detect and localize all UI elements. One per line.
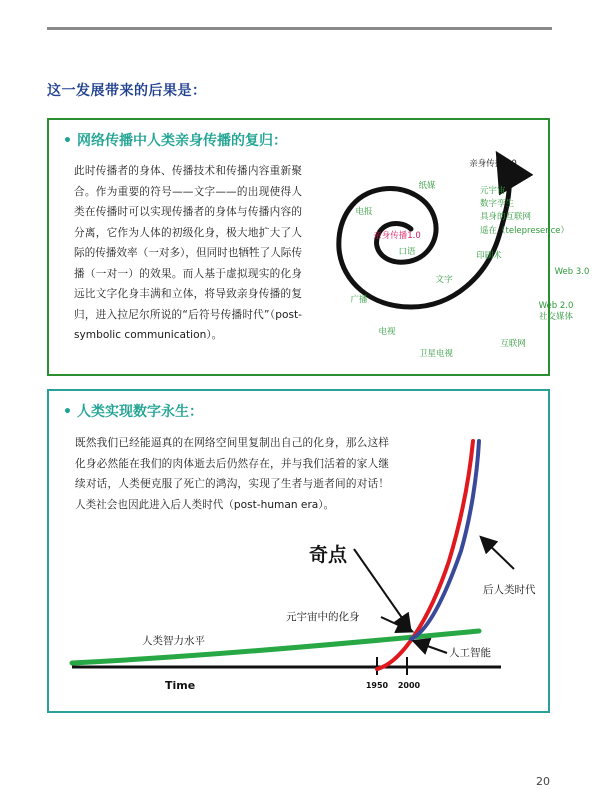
tick-label-2000: 2000 xyxy=(397,681,421,690)
label-human-intelligence: 人类智力水平 xyxy=(142,635,205,647)
tick-label-1950: 1950 xyxy=(365,681,389,690)
label-telegraph: 电报 xyxy=(355,207,373,217)
singularity-chart xyxy=(49,391,549,711)
label-satellite: 卫星电视 xyxy=(418,349,454,359)
label-paper: 纸媒 xyxy=(418,181,436,191)
label-web2: Web 2.0 xyxy=(538,301,574,311)
label-broadcast: 广播 xyxy=(350,295,368,305)
label-metaverse-1: 元宇宙 xyxy=(480,186,506,196)
label-internet: 互联网 xyxy=(500,339,526,349)
bullet-icon: • xyxy=(63,404,72,420)
label-web3: Web 3.0 xyxy=(554,267,590,277)
label-writing: 文字 xyxy=(435,275,453,285)
label-printing: 印刷术 xyxy=(476,251,502,261)
box-paragraph-immortality: 既然我们已经能逼真的在网络空间里复制出自己的化身，那么这样化身必然能在我们的肉体逝去后仍然存在，并与我们活着的家人继续对话，人类便克服了死亡的鸿沟，实现了生者与逝者间的对话！人类社会也因此进入后人类时代（post-human era）。 xyxy=(75,437,389,511)
singularity-arrow xyxy=(354,549,407,625)
section-heading: 这一发展带来的后果是： xyxy=(47,83,207,99)
label-metaverse-4: 遥在（telepresence） xyxy=(480,226,570,236)
label-oral: 口语 xyxy=(398,247,416,257)
box-title-revival-text: 网络传播中人类亲身传播的复归： xyxy=(77,133,287,149)
page-number: 20 xyxy=(536,775,550,788)
label-tv: 电视 xyxy=(378,327,396,337)
label-metaverse-3: 具身的互联网 xyxy=(480,212,532,222)
label-center: 亲身传播1.0 xyxy=(373,231,421,241)
box-title-immortality-text: 人类实现数字永生： xyxy=(77,404,203,420)
ai-arrow xyxy=(419,643,447,653)
label-ai: 人工智能 xyxy=(449,647,491,659)
callout-box-immortality xyxy=(47,389,550,713)
top-rule xyxy=(47,27,552,30)
label-metaverse-2: 数字孪生 xyxy=(480,199,515,209)
label-post-human: 后人类时代 xyxy=(483,584,536,596)
label-social: 社交媒体 xyxy=(538,312,574,322)
box-title-revival xyxy=(63,130,287,150)
post-human-arrow xyxy=(485,541,514,569)
label-avatar: 元宇宙中的化身 xyxy=(286,611,360,623)
box-paragraph-revival: 此时传播者的身体、传播技术和传播内容重新聚合。作为重要的符号——文字——的出现使得人类在传播时可以实现传播者的身体与传播内容的分离，它作为人体的初级化身，极大地扩大了人际的传播效率（一对多），但同时也牺牲了人际传播（一对一）的效果。而人基于虚拟现实的化身远比文字化身丰满和立体，将导致亲身传播的复归，进入拉尼尔所说的“后符号传播时代”（post-symbolic communication）。 xyxy=(74,165,302,341)
callout-box-revival xyxy=(47,118,590,376)
label-singularity: 奇点 xyxy=(309,544,348,566)
label-end: 亲身传播2.0 xyxy=(469,159,517,169)
axis-label-time: Time xyxy=(165,679,196,692)
bullet-icon: • xyxy=(63,133,72,149)
communication-spiral-diagram xyxy=(299,156,590,371)
